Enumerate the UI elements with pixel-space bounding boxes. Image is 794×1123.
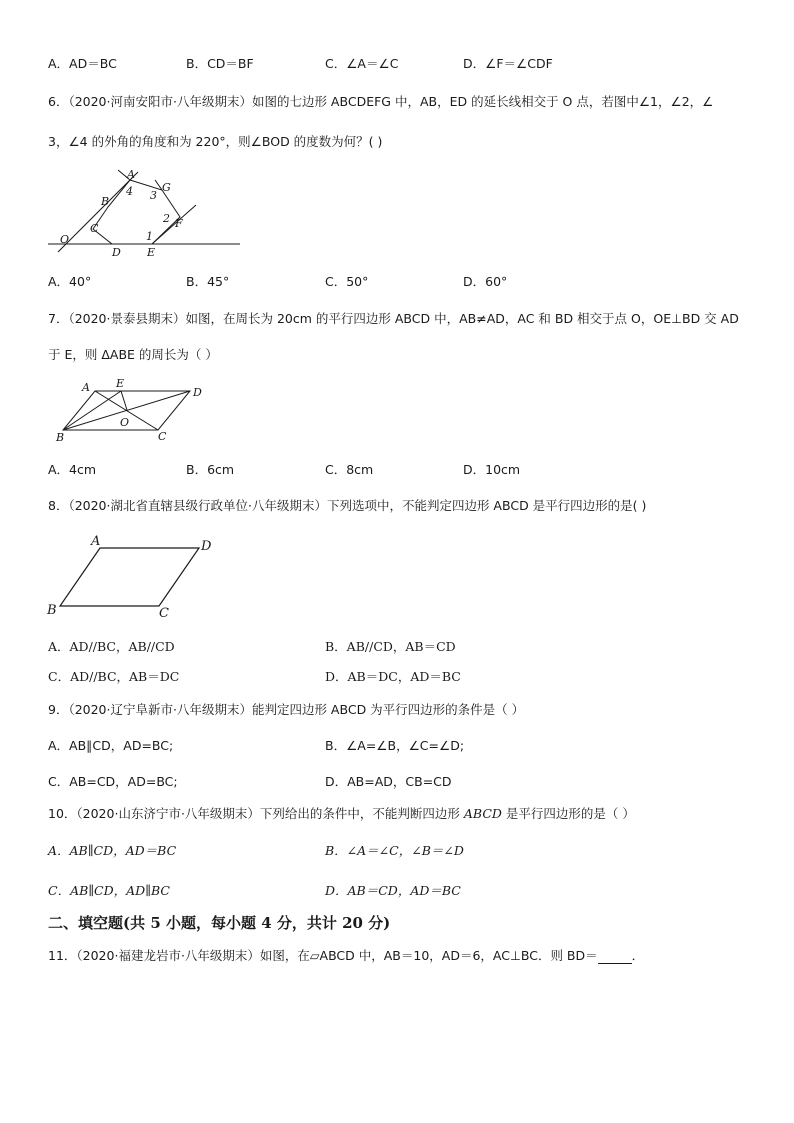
q9-option-b: B．∠A=∠B，∠C=∠D; xyxy=(325,738,465,753)
q10-stem-pre: 10．（2020·山东济宁市·八年级期末）下列给出的条件中，不能判断四边形 xyxy=(48,806,464,821)
q10-stem-line1 xyxy=(48,806,635,822)
q7-label-E: E xyxy=(116,377,125,390)
q8-label-B: B xyxy=(47,603,57,618)
q6-label-O: O xyxy=(60,233,70,246)
q5-option-d: D．∠F＝∠CDF xyxy=(463,56,553,71)
q7-stem-line1: 7．（2020·景泰县期末）如图，在周长为 20cm 的平行四边形 ABCD 中，AB≠AD，AC 和 BD 相交于点 O，OE⊥BD 交 AD xyxy=(48,311,739,326)
q6-label-2: 2 xyxy=(163,212,170,225)
q7-label-A: A xyxy=(82,381,90,394)
q8-option-b: B．AB//CD，AB＝CD xyxy=(325,639,456,654)
q7-option-c: C．8cm xyxy=(325,462,374,477)
q8-option-d: D．AB＝DC，AD＝BC xyxy=(325,669,461,684)
q10-option-a: A．AB∥CD，AD＝BC xyxy=(48,843,177,858)
q8-options-row2 xyxy=(48,669,748,685)
q6-option-c: C．50° xyxy=(325,274,369,289)
q7-option-d: D．10cm xyxy=(463,462,521,477)
q7-option-a: A．4cm xyxy=(48,462,97,477)
q6-label-C: C xyxy=(90,222,99,235)
q6-label-F: F xyxy=(175,217,183,230)
q6-label-4: 4 xyxy=(126,185,133,198)
q6-label-G: G xyxy=(162,181,171,194)
q8-label-C: C xyxy=(159,606,169,621)
q6-label-A: A xyxy=(127,168,135,181)
q7-label-O: O xyxy=(120,416,130,429)
q7-label-B: B xyxy=(56,431,65,444)
q10-options-row1 xyxy=(48,843,748,859)
q6-label-B: B xyxy=(101,195,110,208)
q9-options-row2 xyxy=(48,774,748,790)
q7-stem-line2: 于 E，则 ΔABE 的周长为（ ） xyxy=(48,347,218,362)
q8-option-c: C．AD//BC，AB＝DC xyxy=(48,669,180,684)
q10-option-d: D．AB＝CD，AD＝BC xyxy=(325,883,461,898)
q8-option-a: A．AD//BC，AB//CD xyxy=(48,639,175,654)
q10-option-b: B．∠A＝∠C，∠B＝∠D xyxy=(325,843,464,858)
q6-stem-line2: 3，∠4 的外角的角度和为 220°，则∠BOD 的度数为何？( ) xyxy=(48,134,383,149)
q11-stem xyxy=(48,948,644,964)
q6-label-1: 1 xyxy=(146,230,153,243)
q7-option-b: B．6cm xyxy=(186,462,235,477)
q6-stem-line1: 6．（2020·河南安阳市·八年级期末）如图的七边形 ABCDEFG 中，AB，ED 的延长线相交于 O 点，若图中∠1，∠2，∠ xyxy=(48,94,714,109)
q9-option-c: C．AB=CD，AD=BC; xyxy=(48,774,178,789)
section-fill-in-title: 二、填空题(共 5 小题，每小题 4 分，共计 20 分) xyxy=(48,914,391,932)
q8-stem-line1: 8．（2020·湖北省直辖县级行政单位·八年级期末）下列选项中，不能判定四边形 ABCD 是平行四边形的是( ) xyxy=(48,498,647,513)
q10-option-c: C．AB∥CD，AD∥BC xyxy=(48,883,170,898)
q7-label-D: D xyxy=(193,386,202,399)
q8-options-row1 xyxy=(48,639,748,655)
q6-label-3: 3 xyxy=(150,189,157,202)
q5-option-c: C．∠A＝∠C xyxy=(325,56,399,71)
q7-label-C: C xyxy=(158,430,167,443)
q10-options-row2 xyxy=(48,883,748,899)
q10-stem-var: ABCD xyxy=(463,806,502,821)
q9-option-d: D．AB=AD，CB=CD xyxy=(325,774,452,789)
q6-option-d: D．60° xyxy=(463,274,508,289)
q9-option-a: A．AB∥CD，AD=BC; xyxy=(48,738,174,753)
q11-answer-blank[interactable] xyxy=(598,951,632,964)
q5-option-a: A．AD＝BC xyxy=(48,56,117,71)
q5-option-b: B．CD＝BF xyxy=(186,56,254,71)
q6-label-D: D xyxy=(112,246,121,259)
q6-label-E: E xyxy=(147,246,156,259)
q9-stem-line1: 9．（2020·辽宁阜新市·八年级期末）能判定四边形 ABCD 为平行四边形的条件是（ ） xyxy=(48,702,525,717)
q6-option-a: A．40° xyxy=(48,274,92,289)
q8-label-A: A xyxy=(91,534,101,549)
q8-label-D: D xyxy=(201,539,212,554)
q11-text: 11．（2020·福建龙岩市·八年级期末）如图，在▱ABCD 中，AB＝10，AD＝6，AC⊥BC．则 BD＝ xyxy=(48,948,598,963)
q11-end: ． xyxy=(631,948,645,963)
q9-options-row1 xyxy=(48,738,748,754)
q6-option-b: B．45° xyxy=(186,274,230,289)
q10-stem-post: 是平行四边形的是（ ） xyxy=(501,806,635,821)
